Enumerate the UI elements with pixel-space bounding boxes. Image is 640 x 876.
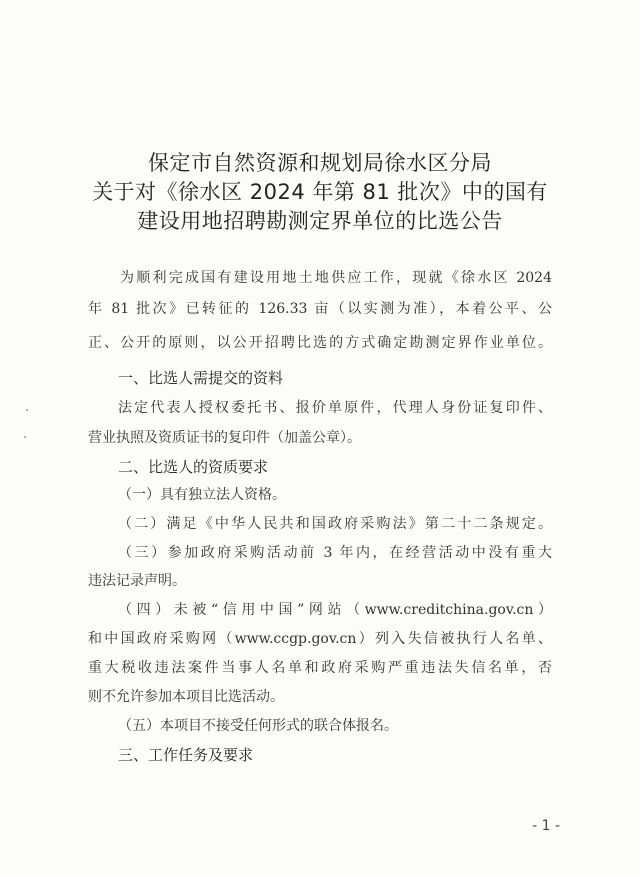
section-2-item-5: （五）本项目不接受任何形式的联合体报名。 xyxy=(118,718,398,734)
section-3-heading: 三、工作任务及要求 xyxy=(118,746,254,764)
section-2-item-4-line-2: 和中国政府采购网（www.ccgp.gov.cn）列入失信被执行人名单、 xyxy=(88,631,552,647)
section-2-item-1: （一）具有独立法人资格。 xyxy=(118,487,286,503)
scan-speck xyxy=(24,436,26,438)
page-number: - 1 - xyxy=(532,818,560,834)
intro-line-1: 为顺利完成国有建设用地土地供应工作，现就《徐水区 2024 xyxy=(120,270,552,286)
intro-line-2: 年 81 批次》已转征的 126.33 亩（以实测为准），本着公平、公 xyxy=(88,301,552,317)
section-2-item-2: （二）满足《中华人民共和国政府采购法》第二十二条规定。 xyxy=(118,516,552,532)
section-1-line-1: 法定代表人授权委托书、报价单原件，代理人身份证复印件、 xyxy=(118,400,552,416)
title-line-3: 建设用地招聘勘测定界单位的比选公告 xyxy=(137,209,503,233)
section-2-heading: 二、比选人的资质要求 xyxy=(118,458,269,476)
intro-line-3: 正、公开的原则，以公开招聘比选的方式确定勘测定界作业单位。 xyxy=(88,335,552,351)
section-1-heading: 一、比选人需提交的资料 xyxy=(118,369,284,387)
scan-speck xyxy=(26,409,28,411)
section-2-item-3-line-1: （三）参加政府采购活动前 3 年内，在经营活动中没有重大 xyxy=(118,545,552,561)
section-2-item-4-line-3: 重大税收违法案件当事人名单和政府采购严重违法失信名单，否 xyxy=(88,660,552,676)
section-2-item-3-line-2: 违法记录声明。 xyxy=(88,573,186,589)
section-2-item-4-line-1: （四）未被“信用中国”网站（www.creditchina.gov.cn） xyxy=(118,602,552,618)
section-2-item-4-line-4: 则不允许参加本项目比选活动。 xyxy=(88,689,284,705)
section-1-line-2: 营业执照及资质证书的复印件（加盖公章）。 xyxy=(88,430,361,446)
title-line-1: 保定市自然资源和规划局徐水区分局 xyxy=(148,151,492,175)
title-line-2: 关于对《徐水区 2024 年第 81 批次》中的国有 xyxy=(92,180,548,204)
